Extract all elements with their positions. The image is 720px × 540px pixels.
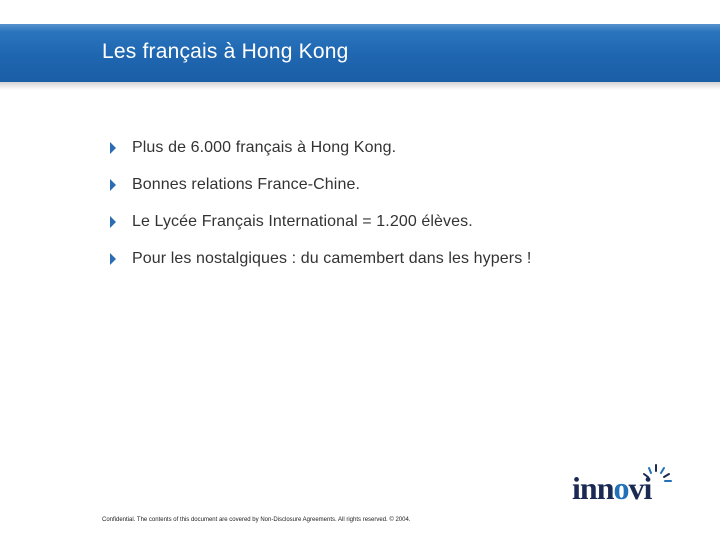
logo-part: vi	[628, 470, 652, 506]
header-gloss	[0, 24, 720, 32]
triangle-right-icon	[110, 142, 116, 154]
logo-part: o	[613, 470, 629, 506]
innovi-logo	[568, 462, 688, 506]
triangle-right-icon	[110, 216, 116, 228]
bullet-list	[110, 137, 670, 285]
bullet-text: Pour les nostalgiques : du camembert dans les hypers !	[132, 250, 532, 267]
triangle-right-icon	[110, 179, 116, 191]
bullet-text: Bonnes relations France-Chine.	[132, 176, 361, 193]
footer-disclaimer: Confidential. The contents of this document are covered by Non-Disclosure Agreements. All rights reserved. © 2004.	[102, 517, 411, 523]
bullet-item	[110, 248, 670, 270]
slide-title: Les français à Hong Kong	[102, 40, 349, 63]
logo-part: inn	[572, 470, 614, 506]
bullet-item	[110, 137, 670, 159]
logo-wordmark	[572, 472, 651, 504]
bullet-text: Plus de 6.000 français à Hong Kong.	[132, 139, 397, 156]
triangle-right-icon	[110, 253, 116, 265]
bullet-item	[110, 174, 670, 196]
bullet-text: Le Lycée Français International = 1.200 élèves.	[132, 213, 473, 230]
bullet-item	[110, 211, 670, 233]
header-shadow	[0, 82, 720, 90]
